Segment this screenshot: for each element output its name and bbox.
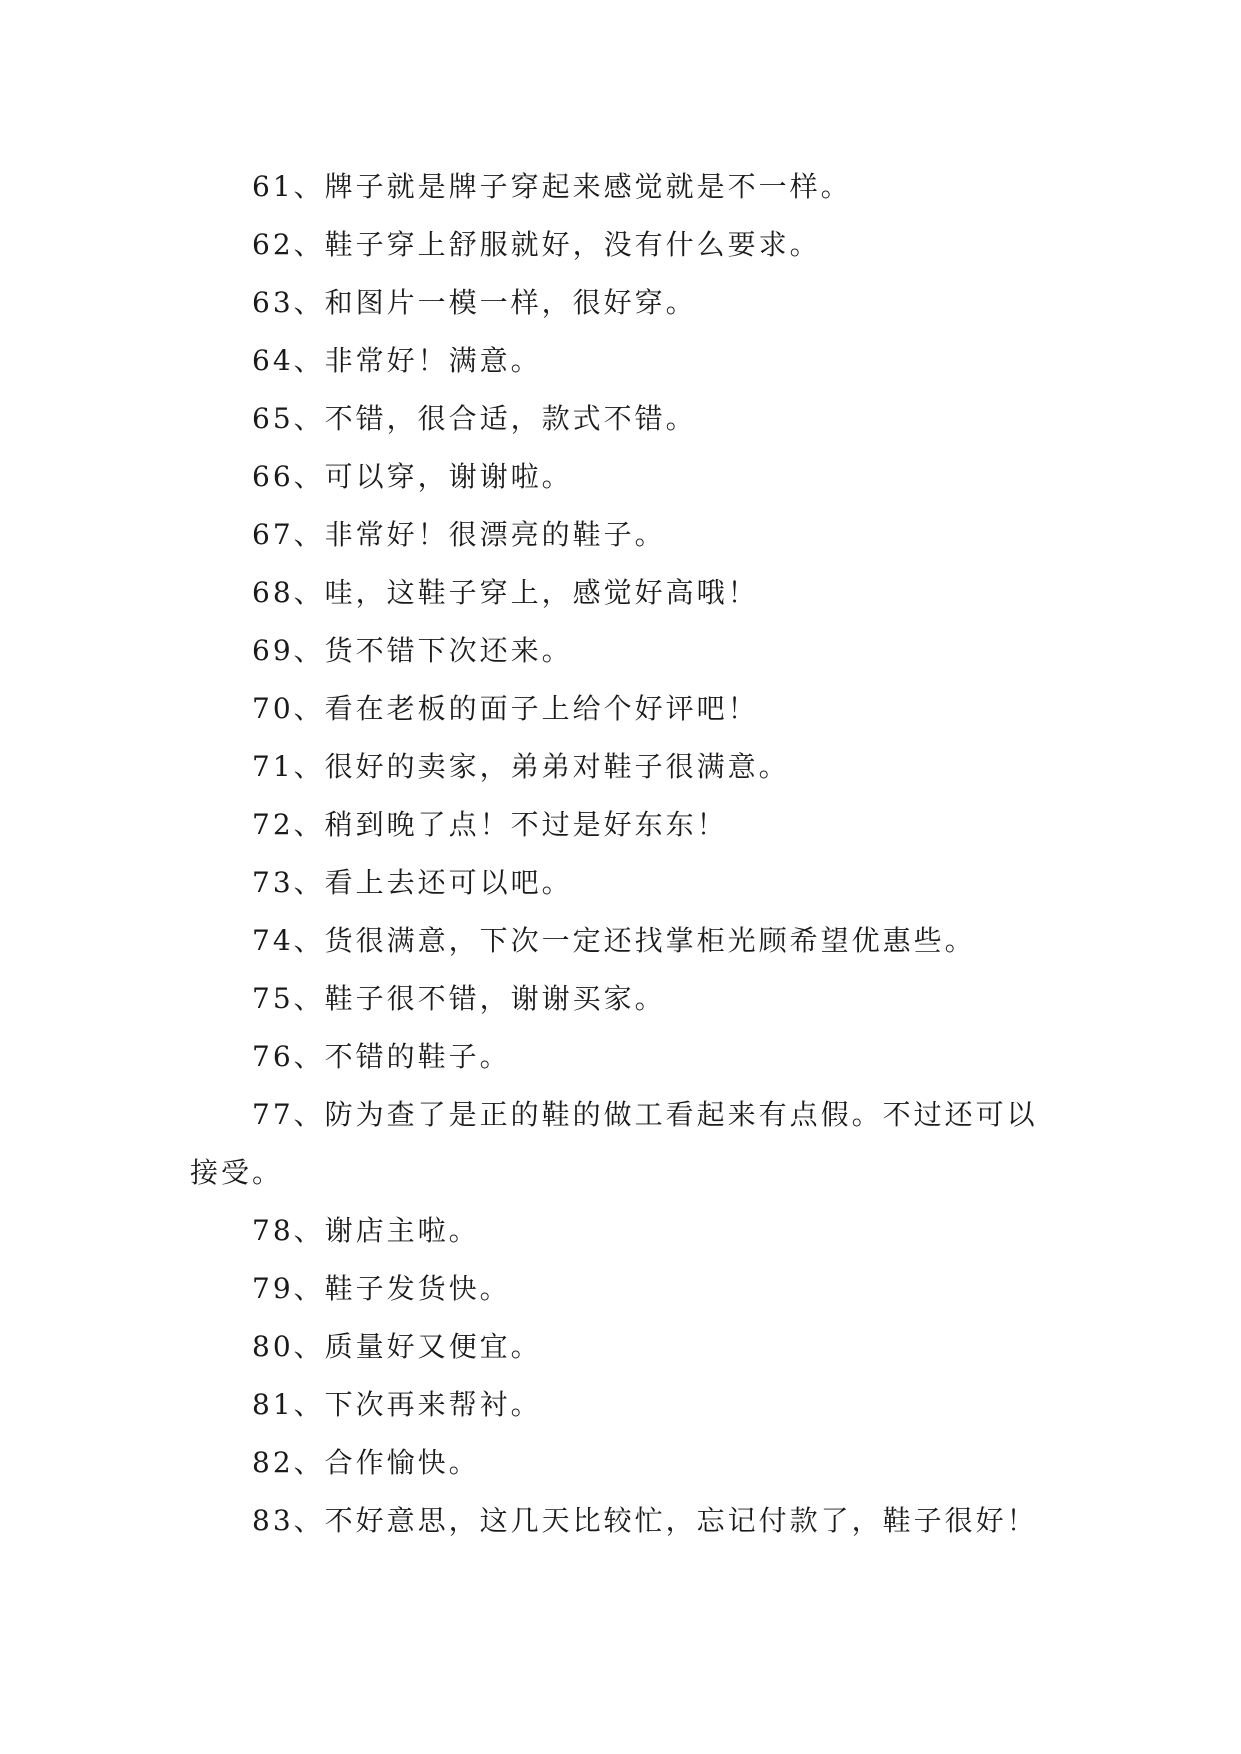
list-item: 76、不错的鞋子。 [252,1040,511,1073]
list-item: 81、下次再来帮衬。 [252,1388,542,1421]
review-list [190,158,1060,1550]
list-item: 65、不错，很合适，款式不错。 [252,402,697,435]
list-item: 69、货不错下次还来。 [252,634,573,667]
list-item: 83、不好意思，这几天比较忙，忘记付款了，鞋子很好！ [252,1504,1038,1537]
list-item: 78、谢店主啦。 [252,1214,480,1247]
list-item: 70、看在老板的面子上给个好评吧！ [252,692,759,725]
list-item: 77、防为查了是正的鞋的做工看起来有点假。不过还可以接受。 [190,1098,1038,1189]
list-item: 74、货很满意，下次一定还找掌柜光顾希望优惠些。 [252,924,976,957]
list-item: 67、非常好！很漂亮的鞋子。 [252,518,666,551]
list-item: 71、很好的卖家，弟弟对鞋子很满意。 [252,750,790,783]
list-item: 80、质量好又便宜。 [252,1330,542,1363]
list-item: 79、鞋子发货快。 [252,1272,511,1305]
list-item: 61、牌子就是牌子穿起来感觉就是不一样。 [252,170,852,203]
list-item: 82、合作愉快。 [252,1446,480,1479]
list-item: 64、非常好！满意。 [252,344,542,377]
list-item: 68、哇，这鞋子穿上，感觉好高哦！ [252,576,759,609]
list-item: 63、和图片一模一样，很好穿。 [252,286,697,319]
list-item: 73、看上去还可以吧。 [252,866,573,899]
list-item: 66、可以穿，谢谢啦。 [252,460,573,493]
list-item: 75、鞋子很不错，谢谢买家。 [252,982,666,1015]
list-item: 72、稍到晚了点！不过是好东东！ [252,808,728,841]
list-item: 62、鞋子穿上舒服就好，没有什么要求。 [252,228,821,261]
